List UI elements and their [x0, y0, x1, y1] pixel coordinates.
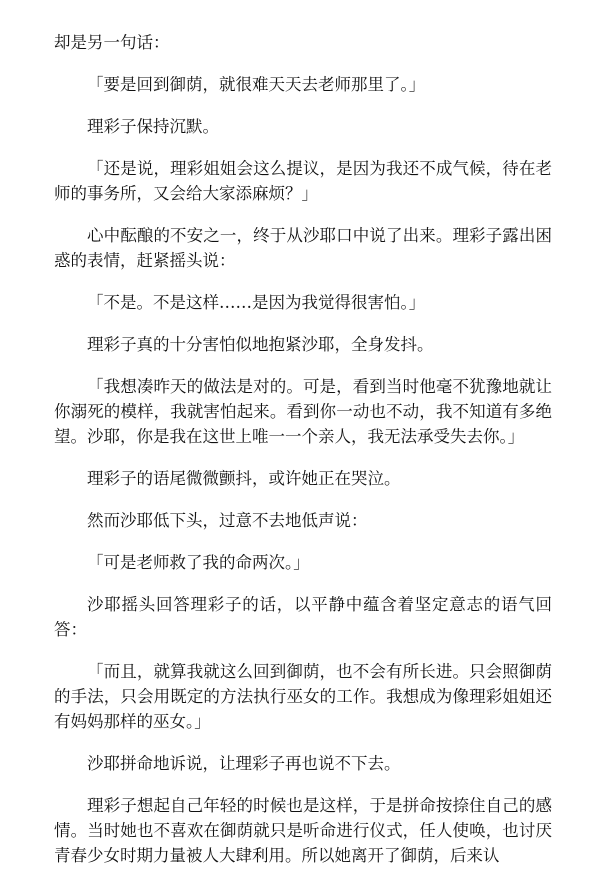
book-page [54, 30, 552, 868]
paragraph: 「不是。不是这样……是因为我觉得很害怕。」 [87, 293, 426, 312]
paragraph: 「还是说，理彩姐姐会这么提议，是因为我还不成气候，待在老师的事务所，又会给大家添麻烦？」 [54, 159, 552, 203]
paragraph: 沙耶摇头回答理彩子的话，以平静中蕴含着坚定意志的语气回答： [54, 595, 552, 639]
paragraph: 理彩子保持沉默。 [87, 117, 219, 136]
paragraph: 理彩子真的十分害怕似地抱紧沙耶，全身发抖。 [87, 335, 434, 354]
paragraph: 理彩子的语尾微微颤抖，或许她正在哭泣。 [87, 469, 401, 488]
paragraph: 「可是老师救了我的命两次。」 [87, 553, 310, 572]
paragraph: 心中酝酿的不安之一，终于从沙耶口中说了出来。理彩子露出困惑的表情，赶紧摇头说： [54, 226, 552, 270]
paragraph: 「我想凑昨天的做法是对的。可是，看到当时他毫不犹豫地就让你溺死的模样，我就害怕起来。看到你一动也不动，我不知道有多绝望。沙耶，你是我在这世上唯一一个亲人，我无法承受失去你。」 [54, 377, 552, 446]
paragraph: 「而且，就算我就这么回到御荫，也不会有所长进。只会照御荫的手法，只会用既定的方法执行巫女的工作。我想成为像理彩姐姐还有妈妈那样的巫女。」 [54, 662, 552, 731]
paragraph: 「要是回到御荫，就很难天天去老师那里了。」 [87, 75, 426, 94]
paragraph: 沙耶拼命地诉说，让理彩子再也说不下去。 [87, 754, 401, 773]
paragraph: 却是另一句话： [54, 33, 170, 52]
paragraph: 理彩子想起自己年轻的时候也是这样，于是拼命按捺住自己的感情。当时她也不喜欢在御荫就只是听命进行仪式，任人使唤，也讨厌青春少女时期力量被人大肆利用。所以她离开了御荫，后来认 [54, 796, 552, 865]
paragraph: 然而沙耶低下头，过意不去地低声说： [87, 511, 368, 530]
